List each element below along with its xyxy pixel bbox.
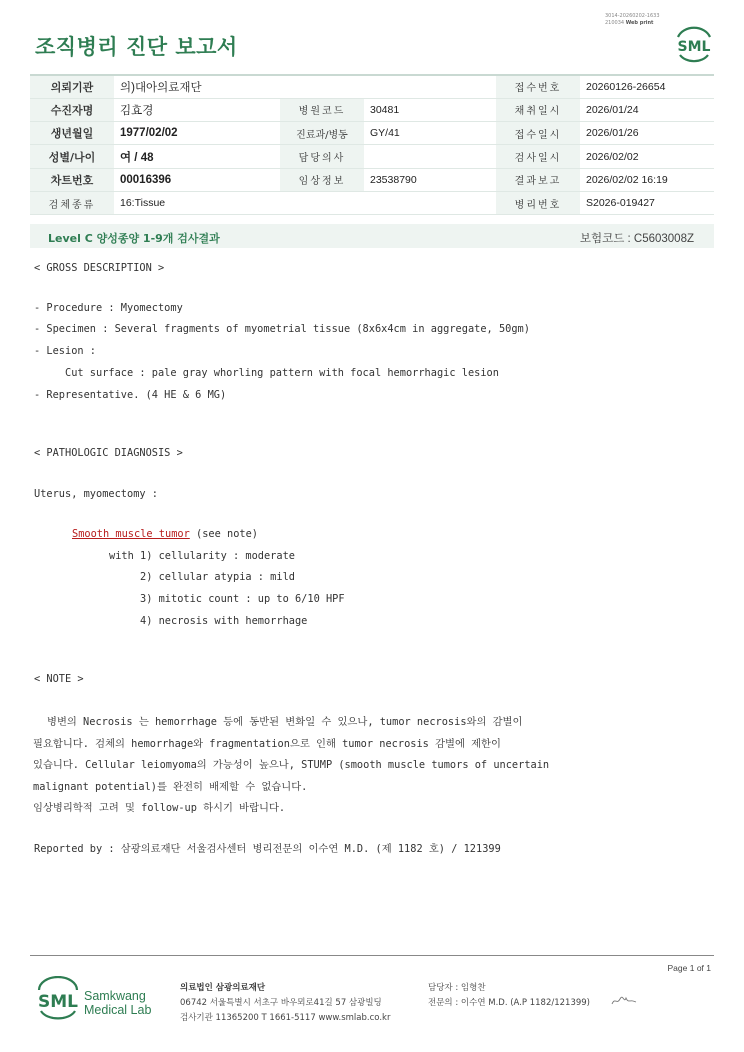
print-meta — [605, 13, 660, 26]
info-row — [30, 191, 714, 214]
value-department-ward: GY/41 — [364, 122, 496, 145]
diagnosis-line — [72, 528, 258, 540]
label-collection-date: 채취일시 — [496, 98, 580, 121]
staff-specialist: 전문의 : 이수연 M.D. (A.P 1182/121399) — [428, 998, 590, 1008]
value-specimen-type: 16:Tissue — [114, 191, 496, 214]
gross-line: - Procedure : Myomectomy — [34, 302, 183, 314]
info-row — [30, 75, 714, 98]
value-pathology-number: S2026-019427 — [580, 191, 714, 214]
note-line: malignant potential)를 완전히 배제할 수 없습니다. — [33, 781, 308, 793]
gross-line: - Specimen : Several fragments of myometrial tissue (8x6x4cm in aggregate, 50gm) — [34, 323, 530, 335]
reported-by: Reported by : 삼광의료재단 서울검사센터 병리전문의 이수연 M.D. (제 1182 호) / 121399 — [34, 843, 501, 855]
diagnosis-feature: with 1) cellularity : moderate — [109, 550, 295, 562]
org-address: 06742 서울특별시 서초구 바우뫼로41길 57 삼광빌딩 — [180, 998, 382, 1008]
value-attending-doctor — [364, 145, 496, 168]
label-result-report: 결과보고 — [496, 168, 580, 191]
print-meta-id: 3014-20260202-1633 — [605, 13, 660, 19]
info-row — [30, 98, 714, 121]
test-level-label: Level C 양성종양 1-9개 검사결과 — [48, 232, 220, 245]
value-requesting-org: 의)대아의료재단 — [114, 75, 496, 98]
pathologic-diagnosis-header: < PATHOLOGIC DIAGNOSIS > — [34, 447, 183, 459]
note-line: 있습니다. Cellular leiomyoma의 가능성이 높으나, STUMP (smooth muscle tumors of uncertain — [33, 759, 550, 771]
diagnosis-text: Smooth muscle tumor — [72, 528, 190, 540]
label-clinical-info: 임상정보 — [280, 168, 364, 191]
value-receipt-number: 20260126-26654 — [580, 75, 714, 98]
footer-organization — [180, 981, 390, 1026]
value-chart-number: 00016396 — [114, 168, 280, 191]
note-header: < NOTE > — [34, 673, 84, 685]
print-meta-line2 — [605, 20, 660, 27]
label-attending-doctor: 담당의사 — [280, 145, 364, 168]
page-number: Page 1 of 1 — [667, 963, 711, 973]
insurance-code: 보험코드 : C5603008Z — [579, 233, 694, 245]
label-pathology-number: 병리번호 — [496, 191, 580, 214]
label-chart-number: 차트번호 — [30, 168, 114, 191]
value-birth-date: 1977/02/02 — [114, 122, 280, 145]
patient-info-table — [30, 74, 714, 215]
gross-line: - Representative. (4 HE & 6 MG) — [34, 389, 227, 401]
value-test-date: 2026/02/02 — [580, 145, 714, 168]
diagnosis-feature: 2) cellular atypia : mild — [140, 571, 295, 583]
gross-line: - Lesion : — [34, 345, 96, 357]
report-title: 조직병리 진단 보고서 — [35, 35, 238, 59]
footer-divider — [30, 955, 714, 956]
diagnosis-feature: 3) mitotic count : up to 6/10 HPF — [140, 593, 345, 605]
diagnosis-feature: 4) necrosis with hemorrhage — [140, 615, 308, 627]
sml-logo-text: SML — [677, 39, 711, 55]
label-receipt-number: 접수번호 — [496, 75, 580, 98]
gross-line: Cut surface : pale gray whorling pattern with focal hemorrhagic lesion — [34, 367, 499, 379]
note-line: 임상병리학적 고려 및 follow-up 하시기 바랍니다. — [33, 802, 286, 814]
org-name: 의료법인 삼광의료재단 — [180, 983, 266, 993]
note-line: 병변의 Necrosis 는 hemorrhage 등에 동반된 변화일 수 있으나, tumor necrosis와의 감별이 — [47, 716, 523, 728]
value-sex-age: 여 / 48 — [114, 145, 280, 168]
value-clinical-info: 23538790 — [364, 168, 496, 191]
footer-staff — [428, 981, 590, 1011]
value-receipt-date: 2026/01/26 — [580, 122, 714, 145]
footer-logo-name-2: Medical Lab — [84, 1003, 152, 1017]
value-patient-name: 김효경 — [114, 98, 280, 121]
sml-logo-icon — [670, 24, 718, 64]
label-birth-date: 생년월일 — [30, 122, 114, 145]
sml-footer-logo-icon — [36, 976, 160, 1026]
diagnosis-site: Uterus, myomectomy : — [34, 488, 158, 500]
value-result-report: 2026/02/02 16:19 — [580, 168, 714, 191]
label-department-ward: 진료과/병동 — [280, 122, 364, 145]
print-meta-label: Web print — [625, 19, 654, 26]
note-line: 필요합니다. 검체의 hemorrhage와 fragmentation으로 인해 tumor necrosis 감별에 제한이 — [33, 738, 501, 750]
staff-in-charge: 담당자 : 임형찬 — [428, 983, 486, 993]
org-contact: 검사기관 11365200 T 1661-5117 www.smlab.co.kr — [180, 1013, 391, 1023]
diagnosis-note-ref: (see note) — [189, 528, 258, 540]
info-row — [30, 122, 714, 145]
footer-logo-name-1: Samkwang — [84, 989, 146, 1003]
test-level-bar — [30, 224, 714, 248]
info-row — [30, 145, 714, 168]
label-requesting-org: 의뢰기관 — [30, 75, 114, 98]
footer-logo-text: SML — [38, 992, 78, 1012]
value-collection-date: 2026/01/24 — [580, 98, 714, 121]
label-sex-age: 성별/나이 — [30, 145, 114, 168]
label-test-date: 검사일시 — [496, 145, 580, 168]
signature-icon — [611, 995, 637, 1007]
label-hospital-code: 병원코드 — [280, 98, 364, 121]
info-row — [30, 168, 714, 191]
label-patient-name: 수진자명 — [30, 98, 114, 121]
gross-description-header: < GROSS DESCRIPTION > — [34, 262, 165, 274]
value-hospital-code: 30481 — [364, 98, 496, 121]
print-meta-code: 210034 — [605, 19, 625, 26]
label-specimen-type: 검체종류 — [30, 191, 114, 214]
label-receipt-date: 접수일시 — [496, 122, 580, 145]
